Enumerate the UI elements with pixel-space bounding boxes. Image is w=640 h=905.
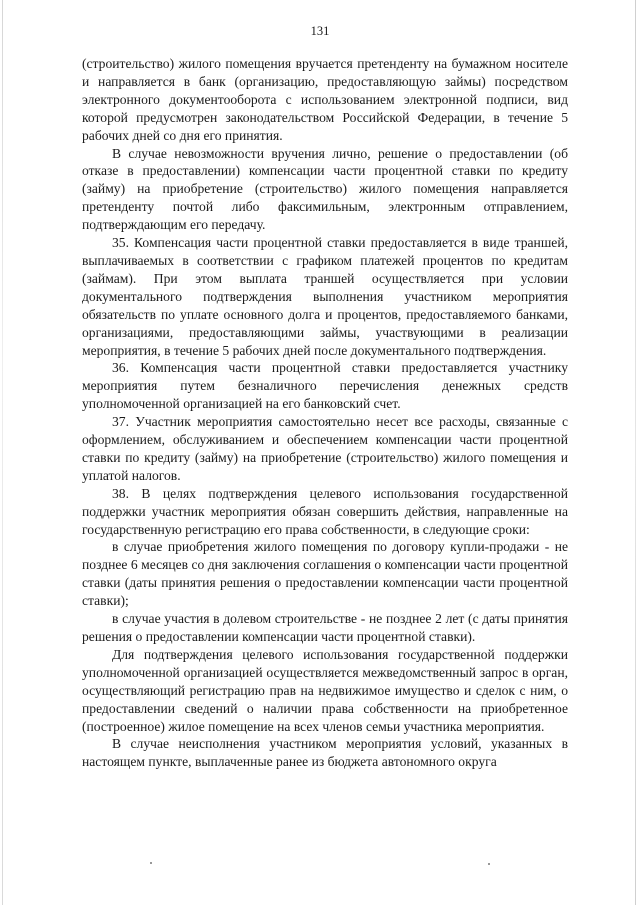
paragraph-item-38: 38. В целях подтверждения целевого использования государственной поддержки участник мероприятия обязан совершить действия, направленные на государственную регистрацию его права собственности, в следующие сроки: <box>82 485 568 537</box>
paragraph: в случае участия в долевом строительстве - не позднее 2 лет (с даты принятия решения о предоставлении компенсации части процентной ставки). <box>82 611 568 644</box>
scan-speck <box>488 863 490 865</box>
scan-edge-left <box>2 0 3 905</box>
paragraph-item-36: 36. Компенсация части процентной ставки предоставляется участнику мероприятия путем безналичного перечисления денежных средств уполномоченной организацией на его банковский счет. <box>82 360 568 412</box>
page-number: 131 <box>310 24 330 38</box>
paragraph: (строительство) жилого помещения вручается претенденту на бумажном носителе и направляется в банк (организацию, предоставляющую займы) посредством электронного документооборота с использованием электронной подписи, вид которой предусмотрен законодательством Российской Федерации, в течение 5 рабочих дней со дня его принятия. <box>82 56 568 143</box>
paragraph-item-35: 35. Компенсация части процентной ставки предоставляется в виде траншей, выплачиваемых в соответствии с графиком платежей процентов по кредитам (займам). При этом выплата траншей осуществляется при условии документального подтверждения выполнения участником мероприятия обязательств по уплате основного долга и процентов, предоставляемого банками, организациями, предоставляющими займы, участвующими в реализации мероприятия, в течение 5 рабочих дней после документального подтверждения. <box>82 235 568 358</box>
paragraph: В случае неисполнения участником мероприятия условий, указанных в настоящем пункте, выплаченные ранее из бюджета автономного округа <box>82 736 568 770</box>
paragraph-item-37: 37. Участник мероприятия самостоятельно несет все расходы, связанные с оформлением, обслуживанием и обеспечением компенсации части процентной ставки по кредиту (займу) на приобретение (строительство) жилого помещения и уплатой налогов. <box>82 414 568 483</box>
paragraph: Для подтверждения целевого использования государственной поддержки уполномоченной организацией осуществляется межведомственный запрос в орган, осуществляющий регистрацию прав на недвижимое имущество и сделок с ним, о предоставлении сведений о наличии права собственности на приобретенное (построенное) жилое помещение на всех членов семьи участника мероприятия. <box>82 646 568 734</box>
document-body <box>82 55 568 771</box>
paragraph: В случае невозможности вручения лично, решение о предоставлении (об отказе в предоставлении) компенсации части процентной ставки по кредиту (займу) на приобретение (строительство) жилого помещения направляется претенденту почтой либо факсимильным, электронным отправлением, подтверждающим его передачу. <box>82 145 568 233</box>
scan-speck <box>150 862 152 864</box>
paragraph: в случае приобретения жилого помещения по договору купли-продажи - не позднее 6 месяцев со дня заключения соглашения о компенсации части процентной ставки (даты принятия решения о предоставлении компенсации части процентной ставки); <box>82 539 568 609</box>
scan-edge-right <box>635 0 636 905</box>
